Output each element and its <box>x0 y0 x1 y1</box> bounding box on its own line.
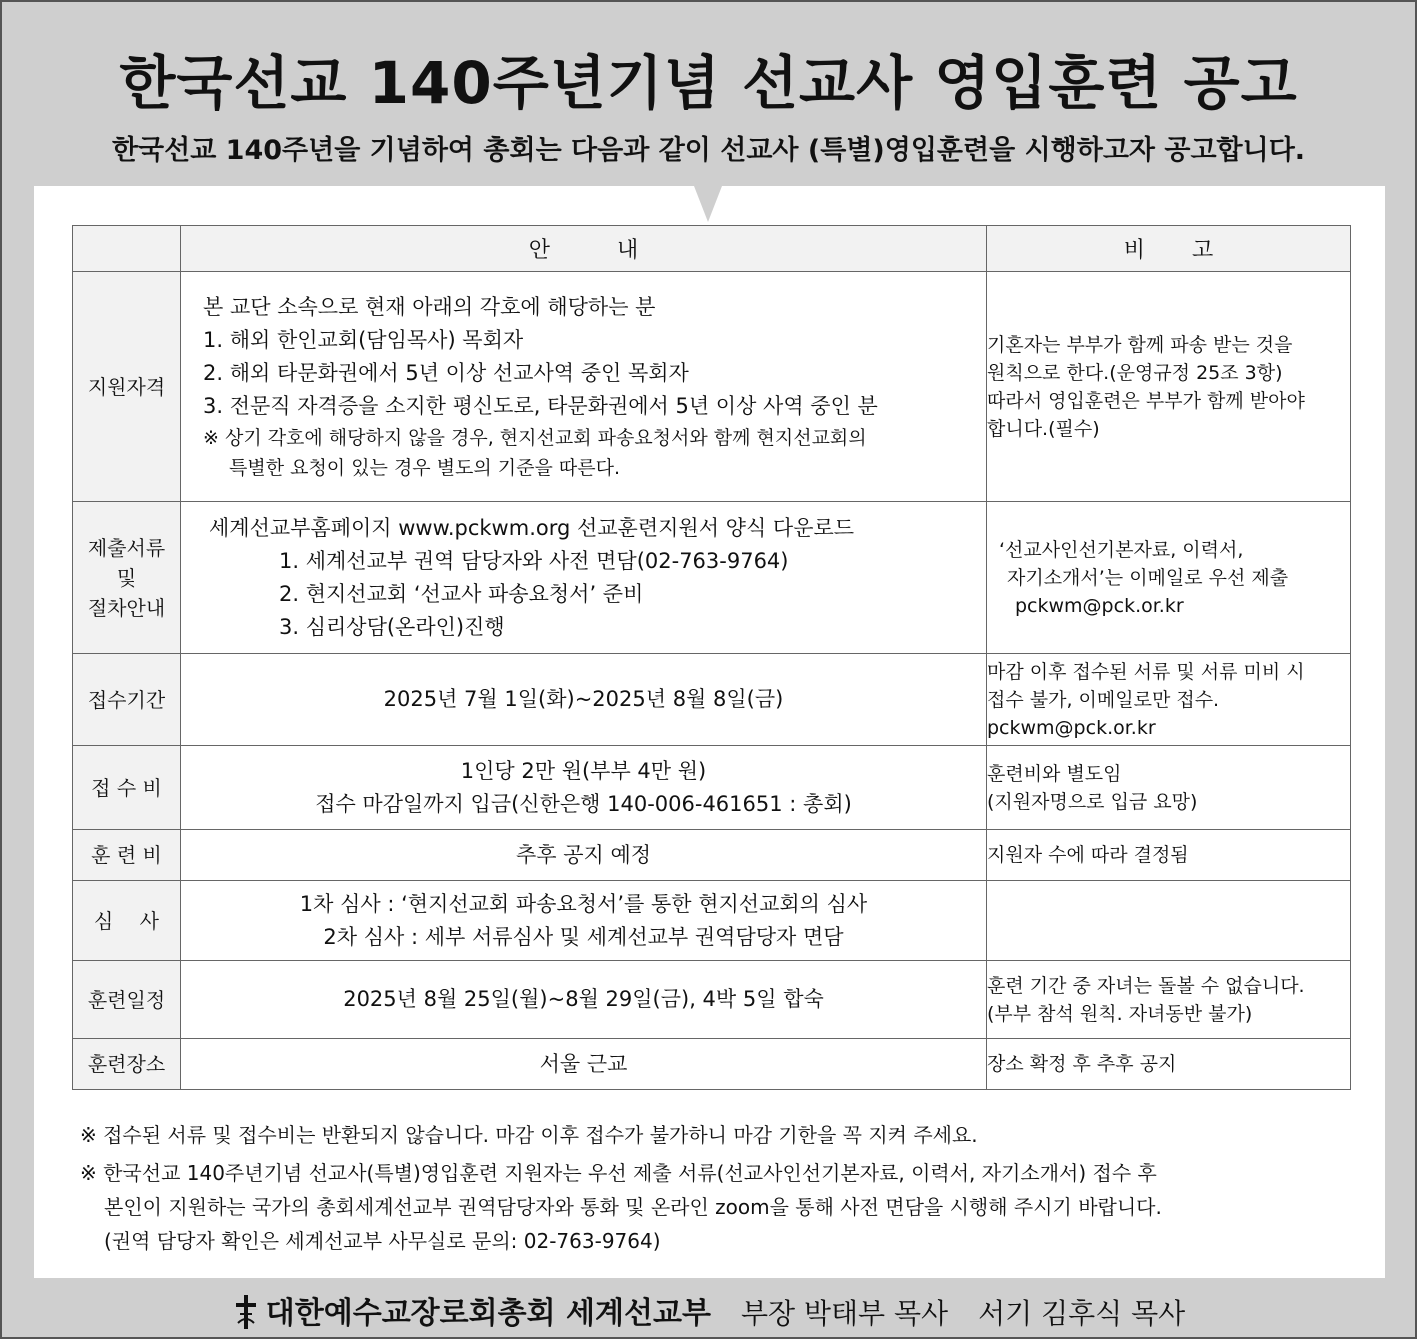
note-line: ※ 한국선교 140주년기념 선교사(특별)영입훈련 지원자는 우선 제출 서류(선교사인선기본자료, 이력서, 자기소개서) 접수 후 <box>80 1161 1157 1185</box>
row-content <box>181 961 987 1039</box>
panel-notch <box>694 186 722 222</box>
row-remark <box>987 654 1351 746</box>
table-row <box>73 1039 1351 1090</box>
content-line: 3. 심리상담(온라인)진행 <box>279 614 505 639</box>
remark-line: 기혼자는 부부가 함께 파송 받는 것을 <box>987 333 1293 356</box>
table-row <box>73 502 1351 654</box>
table-row <box>73 654 1351 746</box>
row-remark <box>987 272 1351 502</box>
table-row <box>73 881 1351 961</box>
remark-line: (지원자명으로 입금 요망) <box>987 790 1198 813</box>
remark-line: 따라서 영입훈련은 부부가 함께 받아야 <box>987 389 1305 412</box>
table-row <box>73 272 1351 502</box>
content-line: 세계선교부홈페이지 www.pckwm.org 선교훈련지원서 양식 다운로드 <box>209 515 855 540</box>
row-label: 훈련장소 <box>73 1039 181 1090</box>
row-content <box>181 881 987 961</box>
row-content <box>181 746 987 830</box>
content-line: 접수 마감일까지 입금(신한은행 140-006-461651 : 총회) <box>315 791 852 816</box>
remark-line: 원칙으로 한다.(운영규정 25조 3항) <box>987 361 1283 384</box>
row-content <box>181 272 987 502</box>
row-remark <box>987 746 1351 830</box>
content-line: 2025년 8월 25일(월)~8월 29일(금), 4박 5일 합숙 <box>343 987 824 1011</box>
cross-icon <box>232 1293 260 1331</box>
row-label: 접 수 비 <box>73 746 181 830</box>
content-line: 2. 현지선교회 ‘선교사 파송요청서’ 준비 <box>279 581 644 606</box>
content-line: 본 교단 소속으로 현재 아래의 각호에 해당하는 분 <box>203 294 656 319</box>
content-line: 2. 해외 타문화권에서 5년 이상 선교사역 중인 목회자 <box>203 360 689 385</box>
row-remark <box>987 830 1351 881</box>
remark-line: (부부 참석 원칙. 자녀동반 불가) <box>987 1002 1253 1025</box>
content-line: 특별한 요청이 있는 경우 별도의 기준을 따른다. <box>229 456 621 479</box>
row-label: 훈련일정 <box>73 961 181 1039</box>
remark-line: 자기소개서’는 이메일로 우선 제출 <box>1007 566 1289 589</box>
row-label: 훈 련 비 <box>73 830 181 881</box>
row-content <box>181 654 987 746</box>
label-line: 제출서류 <box>87 535 166 560</box>
header-guide: 안 내 <box>181 226 987 272</box>
page-subtitle: 한국선교 140주년을 기념하여 총회는 다음과 같이 선교사 (특별)영입훈련을 시행하고자 공고합니다. <box>111 135 1306 166</box>
row-remark <box>987 502 1351 654</box>
content-line: 추후 공지 예정 <box>515 842 652 867</box>
note-line: 본인이 지원하는 국가의 총회세계선교부 권역담당자와 통화 및 온라인 zoom을 통해 사전 면담을 시행해 주시기 바랍니다. <box>104 1195 1162 1219</box>
remark-line: pckwm@pck.or.kr <box>987 716 1156 739</box>
row-content <box>181 502 987 654</box>
page-title: 한국선교 140주년기념 선교사 영입훈련 공고 <box>119 49 1298 117</box>
header-remark: 비 고 <box>987 226 1351 272</box>
content-line: 1. 세계선교부 권역 담당자와 사전 면담(02-763-9764) <box>279 548 789 573</box>
remark-line: pckwm@pck.or.kr <box>1015 594 1184 617</box>
info-table <box>72 225 1351 1090</box>
footer-director: 부장 박태부 목사 <box>740 1297 949 1330</box>
content-line: 3. 전문직 자격증을 소지한 평신도로, 타문화권에서 5년 이상 사역 중인 분 <box>203 393 878 418</box>
row-label: 접수기간 <box>73 654 181 746</box>
notes-section <box>80 1118 1340 1258</box>
table-header-row <box>73 226 1351 272</box>
row-label: 심 사 <box>73 881 181 961</box>
remark-line: 마감 이후 접수된 서류 및 서류 미비 시 <box>987 660 1305 683</box>
row-content <box>181 830 987 881</box>
row-remark <box>987 1039 1351 1090</box>
footer <box>2 1288 1415 1332</box>
row-label <box>73 502 181 654</box>
note-line: (권역 담당자 확인은 세계선교부 사무실로 문의: 02-763-9764) <box>104 1229 661 1253</box>
remark-line: ‘선교사인선기본자료, 이력서, <box>999 538 1244 561</box>
remark-line: 지원자 수에 따라 결정됨 <box>987 844 1189 866</box>
row-content <box>181 1039 987 1090</box>
content-line: 2025년 7월 1일(화)~2025년 8월 8일(금) <box>383 687 784 711</box>
content-line: 1인당 2만 원(부부 4만 원) <box>460 758 707 783</box>
content-line: 1차 심사 : ‘현지선교회 파송요청서’를 통한 현지선교회의 심사 <box>299 891 868 916</box>
label-line: 및 <box>116 565 137 590</box>
content-line: ※ 상기 각호에 해당하지 않을 경우, 현지선교회 파송요청서와 함께 현지선교회의 <box>203 426 867 449</box>
row-remark <box>987 881 1351 961</box>
remark-line: 접수 불가, 이메일로만 접수. <box>987 688 1220 711</box>
content-line: 서울 근교 <box>539 1051 628 1076</box>
footer-org: 대한예수교장로회총회 세계선교부 <box>265 1296 711 1331</box>
remark-line: 훈련 기간 중 자녀는 돌볼 수 없습니다. <box>987 974 1305 997</box>
remark-line: 장소 확정 후 추후 공지 <box>987 1053 1177 1075</box>
table-row <box>73 746 1351 830</box>
remark-line: 합니다.(필수) <box>987 417 1100 440</box>
content-line: 2차 심사 : 세부 서류심사 및 세계선교부 권역담당자 면담 <box>323 924 844 949</box>
remark-line: 훈련비와 별도임 <box>987 762 1122 785</box>
note-line: ※ 접수된 서류 및 접수비는 반환되지 않습니다. 마감 이후 접수가 불가하니 마감 기한을 꼭 지켜 주세요. <box>80 1123 978 1147</box>
table-row <box>73 830 1351 881</box>
row-label: 지원자격 <box>73 272 181 502</box>
content-line: 1. 해외 한인교회(담임목사) 목회자 <box>203 327 524 352</box>
row-remark <box>987 961 1351 1039</box>
footer-secretary: 서기 김후식 목사 <box>978 1297 1186 1330</box>
content-panel <box>34 186 1385 1278</box>
label-line: 절차안내 <box>87 595 166 620</box>
header-blank <box>73 226 181 272</box>
table-row <box>73 961 1351 1039</box>
